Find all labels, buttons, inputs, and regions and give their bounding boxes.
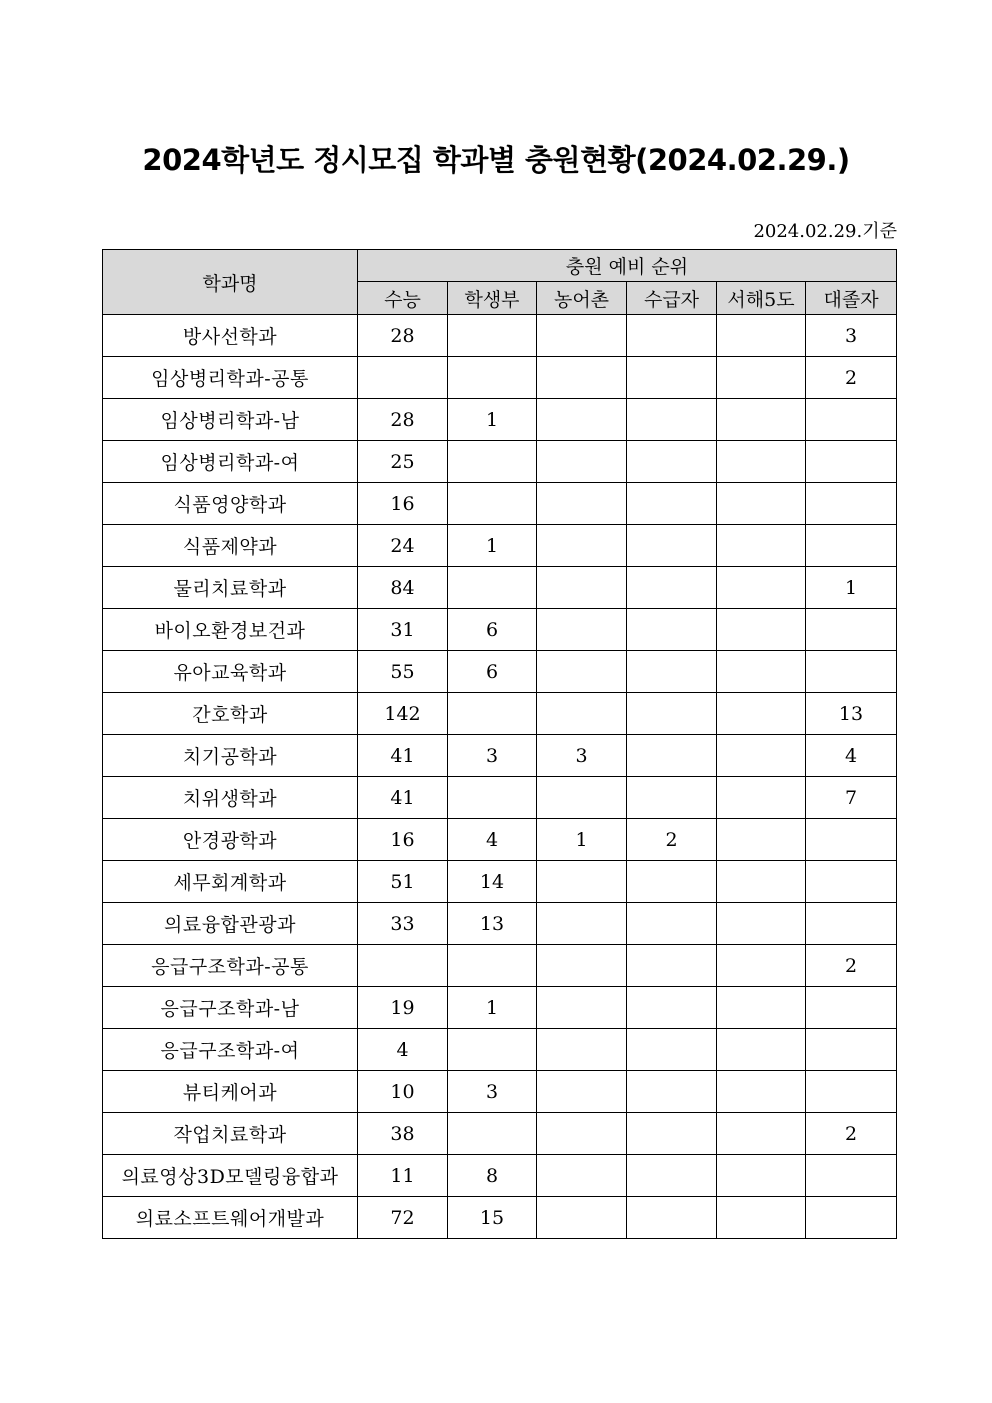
dept-name-cell: 응급구조학과-여	[103, 1029, 358, 1071]
value-cell	[717, 861, 806, 903]
value-cell	[627, 1071, 717, 1113]
value-cell: 13	[806, 693, 897, 735]
column-header: 수능	[358, 282, 448, 315]
value-cell	[717, 315, 806, 357]
value-cell	[806, 987, 897, 1029]
value-cell	[448, 777, 537, 819]
value-cell: 31	[358, 609, 448, 651]
value-cell: 25	[358, 441, 448, 483]
value-cell: 41	[358, 777, 448, 819]
value-cell: 1	[448, 399, 537, 441]
value-cell	[537, 777, 627, 819]
value-cell	[806, 861, 897, 903]
dept-name-cell: 응급구조학과-남	[103, 987, 358, 1029]
value-cell	[717, 399, 806, 441]
value-cell	[537, 903, 627, 945]
value-cell	[627, 609, 717, 651]
dept-name-cell: 유아교육학과	[103, 651, 358, 693]
value-cell	[627, 399, 717, 441]
dept-name-cell: 물리치료학과	[103, 567, 358, 609]
value-cell	[448, 483, 537, 525]
value-cell	[537, 861, 627, 903]
value-cell	[717, 357, 806, 399]
value-cell	[448, 567, 537, 609]
value-cell	[358, 357, 448, 399]
table-row	[103, 945, 897, 987]
column-header: 수급자	[627, 282, 717, 315]
value-cell	[717, 483, 806, 525]
value-cell	[537, 357, 627, 399]
page-title: 2024학년도 정시모집 학과별 충원현황(2024.02.29.)	[142, 143, 850, 177]
value-cell	[627, 567, 717, 609]
table-row	[103, 525, 897, 567]
value-cell: 3	[806, 315, 897, 357]
value-cell: 14	[448, 861, 537, 903]
value-cell: 142	[358, 693, 448, 735]
value-cell	[627, 735, 717, 777]
value-cell	[627, 777, 717, 819]
dept-name-cell: 안경광학과	[103, 819, 358, 861]
value-cell: 16	[358, 819, 448, 861]
value-cell	[627, 903, 717, 945]
value-cell: 6	[448, 609, 537, 651]
value-cell	[717, 1155, 806, 1197]
value-cell	[627, 651, 717, 693]
dept-name-cell: 응급구조학과-공통	[103, 945, 358, 987]
group-header: 충원 예비 순위	[358, 250, 897, 282]
value-cell	[806, 399, 897, 441]
value-cell	[448, 945, 537, 987]
value-cell	[537, 651, 627, 693]
dept-name-cell: 의료영상3D모델링융합과	[103, 1155, 358, 1197]
value-cell: 13	[448, 903, 537, 945]
value-cell	[537, 693, 627, 735]
value-cell	[717, 525, 806, 567]
value-cell	[448, 315, 537, 357]
value-cell: 3	[448, 1071, 537, 1113]
value-cell	[717, 693, 806, 735]
value-cell	[717, 567, 806, 609]
table-row	[103, 357, 897, 399]
value-cell	[537, 315, 627, 357]
dept-name-cell: 임상병리학과-여	[103, 441, 358, 483]
value-cell	[627, 1155, 717, 1197]
table-row	[103, 651, 897, 693]
dept-name-cell: 바이오환경보건과	[103, 609, 358, 651]
column-header: 학생부	[448, 282, 537, 315]
value-cell	[806, 1155, 897, 1197]
value-cell: 38	[358, 1113, 448, 1155]
dept-name-cell: 방사선학과	[103, 315, 358, 357]
value-cell	[717, 1113, 806, 1155]
value-cell	[806, 609, 897, 651]
value-cell: 1	[537, 819, 627, 861]
value-cell: 1	[806, 567, 897, 609]
value-cell	[537, 399, 627, 441]
dept-name-cell: 치기공학과	[103, 735, 358, 777]
value-cell: 4	[806, 735, 897, 777]
value-cell: 4	[448, 819, 537, 861]
value-cell	[627, 987, 717, 1029]
value-cell	[717, 1029, 806, 1071]
value-cell: 2	[806, 945, 897, 987]
value-cell	[627, 441, 717, 483]
value-cell	[537, 441, 627, 483]
value-cell	[717, 1071, 806, 1113]
value-cell	[627, 525, 717, 567]
value-cell	[537, 1071, 627, 1113]
value-cell: 3	[537, 735, 627, 777]
value-cell: 3	[448, 735, 537, 777]
value-cell	[717, 777, 806, 819]
value-cell	[806, 651, 897, 693]
value-cell	[806, 441, 897, 483]
value-cell	[717, 1197, 806, 1239]
value-cell: 2	[806, 1113, 897, 1155]
value-cell: 2	[627, 819, 717, 861]
value-cell: 24	[358, 525, 448, 567]
value-cell	[448, 1113, 537, 1155]
value-cell: 8	[448, 1155, 537, 1197]
value-cell	[717, 945, 806, 987]
table-row	[103, 483, 897, 525]
value-cell	[717, 651, 806, 693]
value-cell	[448, 357, 537, 399]
table-row	[103, 1071, 897, 1113]
table-row	[103, 861, 897, 903]
value-cell	[537, 945, 627, 987]
value-cell: 2	[806, 357, 897, 399]
value-cell: 11	[358, 1155, 448, 1197]
column-header: 대졸자	[806, 282, 897, 315]
value-cell: 16	[358, 483, 448, 525]
table-row	[103, 903, 897, 945]
value-cell	[717, 735, 806, 777]
value-cell	[537, 1029, 627, 1071]
value-cell: 15	[448, 1197, 537, 1239]
table-row	[103, 567, 897, 609]
table-row	[103, 987, 897, 1029]
value-cell	[358, 945, 448, 987]
value-cell	[806, 483, 897, 525]
value-cell	[448, 693, 537, 735]
column-header: 농어촌	[537, 282, 627, 315]
value-cell: 51	[358, 861, 448, 903]
value-cell	[627, 861, 717, 903]
value-cell	[627, 315, 717, 357]
value-cell	[806, 1029, 897, 1071]
value-cell: 1	[448, 987, 537, 1029]
value-cell	[627, 1029, 717, 1071]
dept-name-cell: 식품영양학과	[103, 483, 358, 525]
value-cell: 1	[448, 525, 537, 567]
table-row	[103, 315, 897, 357]
value-cell: 55	[358, 651, 448, 693]
value-cell	[537, 1113, 627, 1155]
basis-date: 2024.02.29.기준	[753, 221, 897, 242]
dept-name-cell: 간호학과	[103, 693, 358, 735]
value-cell	[627, 1197, 717, 1239]
value-cell	[806, 903, 897, 945]
dept-name-cell: 뷰티케어과	[103, 1071, 358, 1113]
dept-name-cell: 의료소프트웨어개발과	[103, 1197, 358, 1239]
column-header: 서해5도	[717, 282, 806, 315]
value-cell	[537, 987, 627, 1029]
value-cell	[717, 609, 806, 651]
value-cell	[806, 1071, 897, 1113]
value-cell	[627, 945, 717, 987]
value-cell: 28	[358, 399, 448, 441]
value-cell	[806, 819, 897, 861]
dept-name-cell: 임상병리학과-남	[103, 399, 358, 441]
table-row	[103, 777, 897, 819]
table-row	[103, 1155, 897, 1197]
value-cell: 10	[358, 1071, 448, 1113]
value-cell	[627, 483, 717, 525]
value-cell	[448, 441, 537, 483]
table-row	[103, 1113, 897, 1155]
value-cell: 72	[358, 1197, 448, 1239]
value-cell	[537, 1197, 627, 1239]
dept-name-cell: 작업치료학과	[103, 1113, 358, 1155]
table-row	[103, 1029, 897, 1071]
fill-status-table	[102, 249, 897, 1239]
value-cell	[537, 483, 627, 525]
dept-name-cell: 세무회계학과	[103, 861, 358, 903]
value-cell: 6	[448, 651, 537, 693]
value-cell: 19	[358, 987, 448, 1029]
value-cell: 41	[358, 735, 448, 777]
table-row	[103, 693, 897, 735]
value-cell	[717, 987, 806, 1029]
table-row	[103, 609, 897, 651]
value-cell	[627, 357, 717, 399]
value-cell	[717, 903, 806, 945]
dept-name-cell: 임상병리학과-공통	[103, 357, 358, 399]
value-cell	[537, 525, 627, 567]
value-cell	[448, 1029, 537, 1071]
table-row	[103, 819, 897, 861]
dept-name-cell: 치위생학과	[103, 777, 358, 819]
table-row	[103, 1197, 897, 1239]
dept-header: 학과명	[103, 250, 358, 315]
value-cell	[627, 693, 717, 735]
value-cell: 4	[358, 1029, 448, 1071]
value-cell: 33	[358, 903, 448, 945]
table-row	[103, 399, 897, 441]
value-cell	[627, 1113, 717, 1155]
value-cell	[537, 1155, 627, 1197]
value-cell: 7	[806, 777, 897, 819]
table-row	[103, 735, 897, 777]
value-cell: 84	[358, 567, 448, 609]
value-cell	[806, 525, 897, 567]
value-cell: 28	[358, 315, 448, 357]
dept-name-cell: 의료융합관광과	[103, 903, 358, 945]
value-cell	[806, 1197, 897, 1239]
table-row	[103, 441, 897, 483]
value-cell	[717, 819, 806, 861]
dept-name-cell: 식품제약과	[103, 525, 358, 567]
value-cell	[717, 441, 806, 483]
value-cell	[537, 567, 627, 609]
value-cell	[537, 609, 627, 651]
